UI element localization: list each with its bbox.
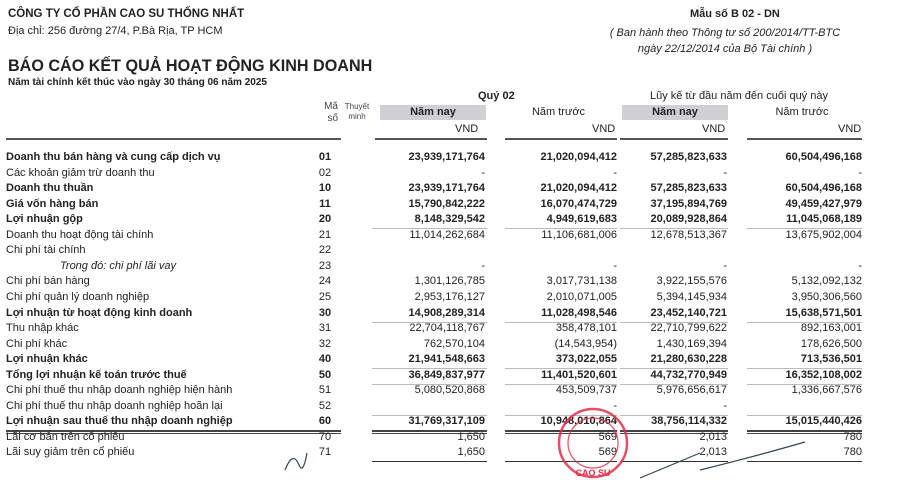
row-value-3: - [723,166,727,179]
row-value-3: 38,756,114,332 [651,415,727,428]
row-label: Thu nhập khác [6,322,79,335]
row-value-4: 780 [843,430,862,443]
col2-header: Năm trước [531,106,586,118]
row-value-2: 4,949,619,683 [546,213,617,226]
row-value-2: 569 [598,446,617,459]
row-code: 71 [318,446,332,459]
row-value-4: 11,045,068,189 [786,213,862,226]
row-value-1: 2,953,176,127 [414,290,485,303]
table-row [0,244,900,259]
row-value-2: 10,948,010,864 [540,415,617,428]
report-subtitle: Năm tài chính kết thúc vào ngày 30 tháng 06 năm 2025 [8,77,267,88]
col3-header: Năm nay [652,106,698,118]
row-value-2: 2,010,071,005 [546,290,617,303]
table-row [0,260,900,275]
table-row [0,182,900,197]
table-row [0,400,900,415]
row-code: 32 [318,337,332,350]
row-value-1: 762,570,104 [423,337,485,350]
row-value-1: 11,014,262,684 [409,228,485,241]
code-header-line-2: số [327,113,338,124]
row-label: Tổng lợi nhuận kế toán trước thuế [6,368,187,381]
issued-line-1: ( Ban hành theo Thông tư số 200/2014/TT-BTC [609,27,841,39]
row-value-1: - [481,259,485,272]
row-value-3: 12,678,513,367 [650,228,727,241]
row-value-4: 15,638,571,501 [785,306,862,319]
row-value-4: 1,336,667,576 [791,384,862,397]
row-code: 22 [318,244,332,257]
row-code: 25 [318,290,332,303]
row-value-3: 37,195,894,769 [650,197,727,210]
row-value-4: 892,163,001 [800,322,862,335]
row-value-4: 15,015,440,426 [785,415,862,428]
table-row [0,415,900,430]
row-value-3: 2,013 [699,430,727,443]
row-value-2: 16,070,474,729 [540,197,617,210]
row-label: Lợi nhuận từ hoạt động kinh doanh [6,306,193,319]
table-row [0,167,900,182]
row-value-2: 11,106,681,006 [541,228,617,241]
table-row [0,322,900,337]
row-value-2: - [613,259,617,272]
table-row [0,275,900,290]
row-value-4: 60,504,496,168 [785,182,862,195]
table-row [0,213,900,228]
row-value-4: 178,626,500 [800,337,862,350]
row-label: Lãi suy giảm trên cổ phiếu [6,446,135,459]
table-row [0,151,900,166]
row-label: Lợi nhuận gộp [6,213,83,226]
row-value-3: - [723,259,727,272]
row-value-3: 5,394,145,934 [656,290,727,303]
row-code: 11 [319,197,331,210]
table-row [0,353,900,368]
row-value-4: 60,504,496,168 [785,151,862,163]
row-code: 30 [318,306,332,319]
row-code: 01 [318,151,332,163]
row-label: Doanh thu thuần [6,182,94,195]
row-code: 10 [318,182,332,195]
row-label: Doanh thu hoạt động tài chính [6,228,154,241]
row-code: 21 [318,228,332,241]
signatures [0,440,900,480]
header-rule [505,138,617,140]
row-label: Chi phí thuế thu nhập doanh nghiệp hiện hành [6,384,233,397]
row-value-3: 22,710,799,622 [650,322,727,335]
row-value-1: 14,908,289,314 [408,306,485,319]
row-label: Giá vốn hàng bán [6,197,99,210]
row-value-2: 3,017,731,138 [546,275,617,288]
row-value-3: 57,285,823,633 [650,182,727,195]
code-header-line-1: Mã [324,101,338,112]
note-header [342,102,372,122]
header-rule [747,138,862,140]
row-label: Lợi nhuận khác [6,353,88,366]
table-row [0,384,900,399]
code-header [318,101,338,125]
row-label: Chi phí quản lý doanh nghiệp [6,290,150,303]
row-code: 23 [318,259,332,272]
header-rule [6,138,341,140]
table-row [0,307,900,322]
row-value-2: 373,022,055 [555,353,617,366]
row-value-4: - [858,259,862,272]
row-value-1: 15,790,842,222 [408,197,485,210]
row-value-1: 23,939,171,764 [408,182,485,195]
row-value-4: - [858,166,862,179]
row-value-1: 5,080,520,868 [414,384,485,397]
row-code: 50 [318,368,332,381]
row-value-4: 49,459,427,979 [785,197,862,210]
row-code: 31 [318,322,332,335]
row-value-2: 569 [598,430,617,443]
report-title: BÁO CÁO KẾT QUẢ HOẠT ĐỘNG KINH DOANH [8,56,373,75]
row-value-4: 5,132,092,132 [791,275,862,288]
company-name: CÔNG TY CỔ PHẦN CAO SU THỐNG NHẤT [8,8,245,20]
col1-currency: VND [455,123,479,135]
row-value-1: 23,939,171,764 [408,151,485,163]
table-row [0,198,900,213]
row-value-2: 11,401,520,601 [541,368,617,381]
col4-header: Năm trước [775,106,829,118]
row-value-4: 13,675,902,004 [785,228,862,241]
row-value-3: - [723,399,727,412]
row-value-1: 21,941,548,663 [408,353,485,366]
row-value-4: 713,536,501 [800,353,862,366]
row-label: Chi phí tài chính [6,244,86,257]
row-value-1: 1,650 [457,446,485,459]
row-label: Lợi nhuận sau thuế thu nhập doanh nghiệp [6,415,233,428]
row-value-2: (14,543,954) [554,337,617,350]
row-code: 60 [318,415,332,428]
row-value-3: 44,732,770,949 [650,368,727,381]
row-value-2: 11,028,498,546 [541,306,617,319]
col4-currency: VND [838,123,862,135]
svg-text:CAO SU: CAO SU [575,468,611,478]
note-header-line-2: minh [348,112,366,121]
col2-currency: VND [592,123,616,135]
row-code: 24 [318,275,332,288]
row-value-3: 21,280,630,228 [650,353,727,366]
row-value-2: 21,020,094,412 [540,151,617,163]
row-value-3: 1,430,169,394 [656,337,727,350]
row-code: 70 [318,430,332,443]
row-value-4: 3,950,306,560 [791,290,862,303]
col3-currency: VND [702,123,726,135]
issued-line-2: ngày 22/12/2014 của Bộ Tài chính ) [637,43,813,55]
row-value-2: - [613,166,617,179]
col1-header: Năm nay [410,106,456,118]
row-code: 52 [318,399,332,412]
header-rule [375,138,487,140]
company-address: Địa chỉ: 256 đường 27/4, P.Bà Rịa, TP HCM [8,25,223,37]
row-value-3: 20,089,928,864 [650,213,727,226]
row-label: Lãi cơ bản trên cổ phiếu [6,430,125,443]
row-code: 51 [318,384,332,397]
issued-note [575,25,875,57]
table-row [0,369,900,384]
row-label: Chi phí khác [6,337,68,350]
row-value-3: 2,013 [699,446,727,459]
row-value-3: 57,285,823,633 [650,151,727,163]
row-label: Các khoản giảm trừ doanh thu [6,166,155,179]
row-code: 40 [318,353,332,366]
table-row [0,338,900,353]
row-value-1: 1,301,126,785 [414,275,485,288]
row-value-3: 23,452,140,721 [650,306,727,319]
row-value-2: - [613,399,617,412]
row-value-4: 16,352,108,002 [785,368,862,381]
row-value-1: 31,769,317,109 [408,415,485,428]
row-label: Doanh thu bán hàng và cung cấp dịch vụ [6,151,221,163]
row-label: Trong đó: chi phí lãi vay [60,259,176,272]
table-row [0,229,900,244]
row-value-2: 358,478,101 [555,322,617,335]
row-code: 20 [318,213,332,226]
row-value-1: 1,650 [457,430,485,443]
row-value-1: 8,148,329,542 [414,213,485,226]
row-value-2: 453,509,737 [555,384,617,397]
note-header-line-1: Thuyết [344,102,370,111]
header-rule [620,138,728,140]
row-value-1: 22,704,118,767 [409,322,485,335]
row-label: Chi phí thuế thu nhập doanh nghiệp hoãn lại [6,399,223,412]
row-value-3: 3,922,155,576 [656,275,727,288]
quarter-header: Quý 02 [478,90,515,102]
table-row [0,291,900,306]
row-value-3: 5,976,656,617 [656,384,727,397]
row-label: Chi phí bán hàng [6,275,90,288]
row-value-4: 780 [843,446,862,459]
row-code: 02 [318,166,332,179]
cumulative-header: Lũy kế từ đầu năm đến cuối quý này [650,90,828,102]
row-value-2: 21,020,094,412 [540,182,617,195]
row-value-1: 36,849,837,977 [408,368,485,381]
row-value-1: - [481,166,485,179]
form-number: Mẫu số B 02 - DN [690,8,780,20]
